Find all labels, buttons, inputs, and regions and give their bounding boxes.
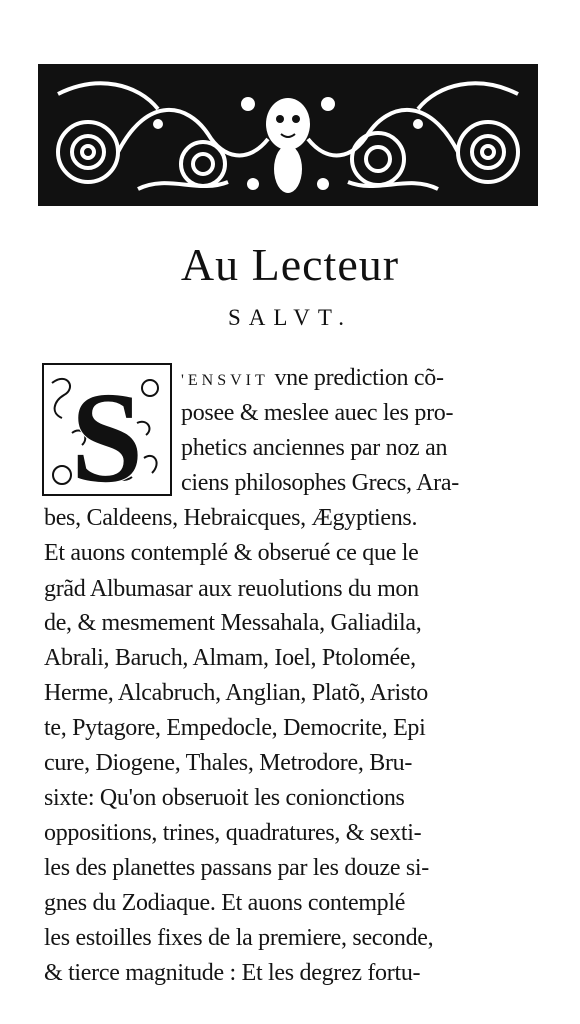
first-word-smallcaps: 'ENSVIT xyxy=(181,372,269,389)
text-line-7: grãd Albumasar aux reuolutions du mon xyxy=(44,576,419,602)
text-line-5: bes, Caldeens, Hebraicques, Ægyptiens. xyxy=(44,505,418,531)
text-line-10: Herme, Alcabruch, Anglian, Platõ, Aristo xyxy=(44,680,428,706)
text-line-12: cure, Diogene, Thales, Metrodore, Bru- xyxy=(44,750,413,776)
text-line-8: de, & mesmement Messahala, Galiadila, xyxy=(44,610,422,636)
ornate-letter-s-icon xyxy=(42,363,172,496)
page-title: Au Lecteur xyxy=(180,239,400,290)
drop-cap-letter: S xyxy=(70,366,144,496)
text-line-16: gnes du Zodiaque. Et auons contemplé xyxy=(44,890,406,916)
text-line-4: ciens philosophes Grecs, Ara- xyxy=(181,470,459,496)
text-line-3: phetics anciennes par noz an xyxy=(181,435,448,461)
text-line-6: Et auons contemplé & obserué ce que le xyxy=(44,540,419,566)
text-line-11: te, Pytagore, Empedocle, Democrite, Epi xyxy=(44,715,426,741)
text-line-2: posee & meslee auec les pro- xyxy=(181,400,454,426)
text-line-17: les estoilles fixes de la premiere, seconde, xyxy=(44,925,434,951)
text-line-1 xyxy=(181,366,444,390)
page-subtitle: SALVT. xyxy=(227,305,353,330)
text-line-15: les des planettes passans par les douze si- xyxy=(44,855,429,881)
text-line-13: sixte: Qu'on obseruoit les conionctions xyxy=(44,785,405,811)
text-line-1-rest: vne prediction cõ- xyxy=(274,365,444,391)
text-line-14: oppositions, trines, quadratures, & sexti- xyxy=(44,820,422,846)
floral-headpiece-ornament-icon xyxy=(38,64,538,206)
text-line-9: Abrali, Baruch, Almam, Ioel, Ptolomée, xyxy=(44,645,416,671)
text-line-18: & tierce magnitude : Et les degrez fortu- xyxy=(44,960,421,986)
